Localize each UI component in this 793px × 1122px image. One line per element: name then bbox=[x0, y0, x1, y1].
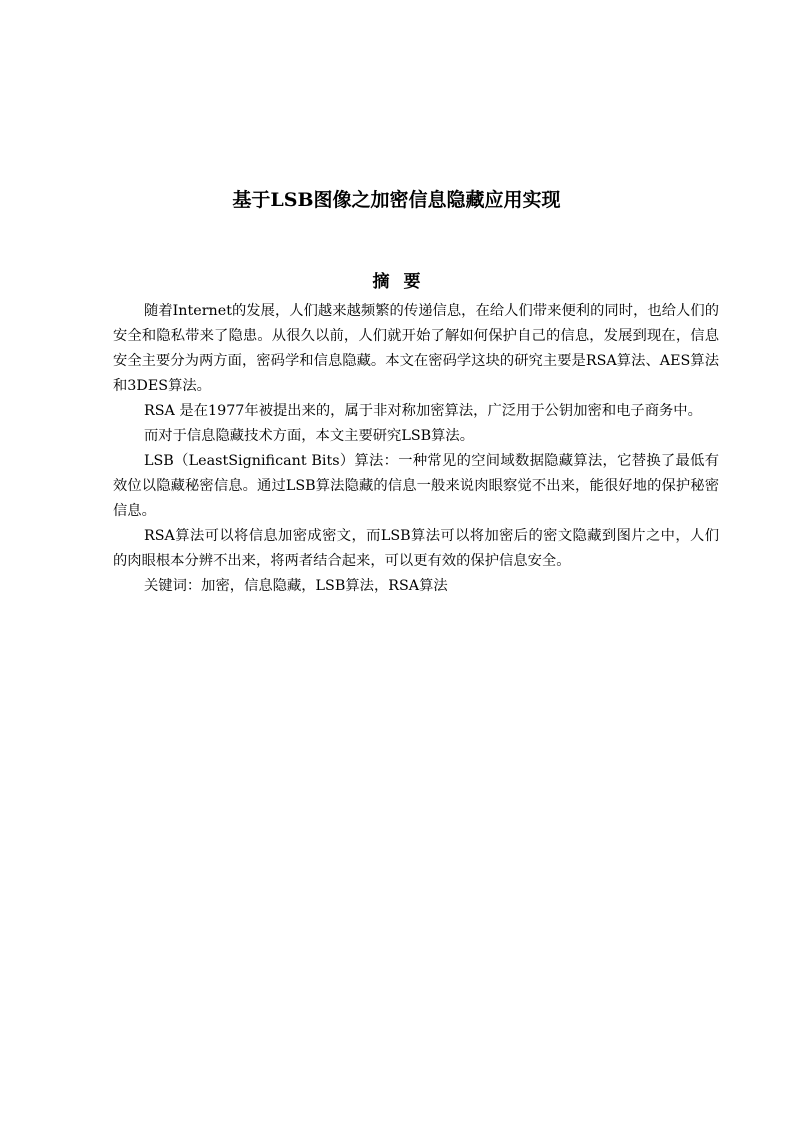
abstract-paragraph-combination: RSA算法可以将信息加密成密文，而LSB算法可以将加密后的密文隐藏到图片之中，人们的肉眼根本分辨不出来，将两者结合起来，可以更有效的保护信息安全。 bbox=[113, 528, 719, 569]
abstract-body bbox=[113, 299, 719, 599]
abstract-paragraph-rsa: RSA 是在1977年被提出来的，属于非对称加密算法，广泛用于公钥加密和电子商务中。 bbox=[144, 403, 702, 419]
abstract-paragraph-internet: 随着Internet的发展，人们越来越频繁的传递信息，在给人们带来便利的同时，也给人们的安全和隐私带来了隐患。从很久以前，人们就开始了解如何保护自己的信息，发展到现在，信息安全主要分为两方面，密码学和信息隐藏。本文在密码学这块的研究主要是RSA算法、AES算法和3DES算法。 bbox=[113, 303, 719, 394]
abstract-paragraph-info-hiding: 而对于信息隐藏技术方面，本文主要研究LSB算法。 bbox=[144, 428, 475, 444]
abstract-paragraph-lsb: LSB（LeastSignificant Bits）算法：一种常见的空间域数据隐藏算法，它替换了最低有效位以隐藏秘密信息。通过LSB算法隐藏的信息一般来说肉眼察觉不出来，能很好地的保护秘密信息。 bbox=[113, 453, 719, 519]
document-title: 基于LSB图像之加密信息隐藏应用实现 bbox=[232, 189, 561, 211]
abstract-heading: 摘要 bbox=[372, 272, 435, 292]
keywords: 关键词：加密，信息隐藏，LSB算法，RSA算法 bbox=[144, 578, 448, 594]
